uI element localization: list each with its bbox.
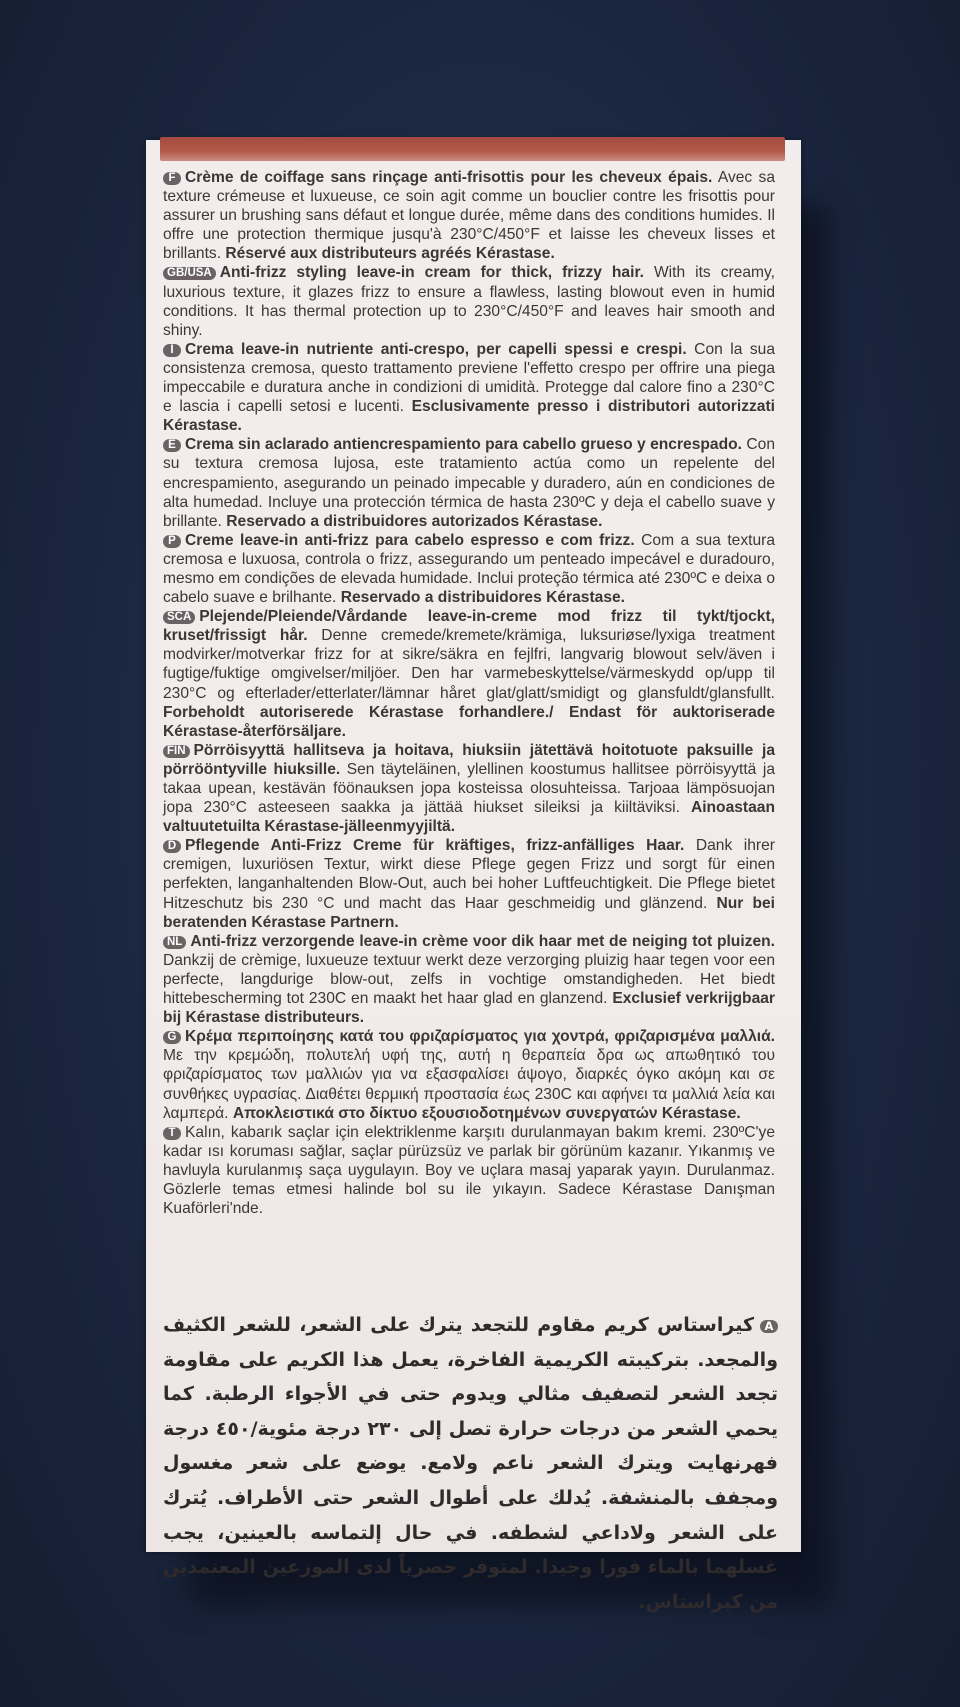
paragraph-it	[163, 340, 775, 435]
paragraph-title: Pörröisyyttä hallitseva ja hoitava, hiuksiin jätettävä hoitotuote paksuille ja pörrööntyville hiuksille.	[163, 741, 775, 778]
lang-badge: SCA	[163, 611, 195, 624]
lang-badge: E	[163, 439, 181, 452]
paragraph-tr	[163, 1123, 775, 1218]
lang-badge: FIN	[163, 745, 190, 758]
lang-badge: F	[163, 172, 181, 185]
paragraph-sca	[163, 607, 775, 741]
paragraph-note: Esclusivamente presso i distributori autorizzati Kérastase.	[163, 398, 775, 435]
paragraph-body: With its creamy, luxurious texture, it glazes frizz to ensure a flawless, lasting blowout even in humid conditions. It has thermal protection up to 230°C/450°F and leaves hair smooth and shiny.	[163, 264, 775, 339]
paragraph-note: Forbeholdt autoriserede Kérastase forhandlere./ Endast för auktoriserade Kérastase-återförsäljare.	[163, 703, 775, 740]
box-lid-edge	[160, 137, 785, 161]
paragraph-es	[163, 435, 775, 530]
paragraph-title: Anti-frizz verzorgende leave-in crème voor dik haar met de neiging tot pluizen.	[190, 932, 775, 950]
paragraph-title: Crema sin aclarado antiencrespamiento para cabello grueso y encrespado.	[185, 436, 742, 454]
paragraph-body: Dank ihrer cremigen, luxuriösen Textur, wirkt diese Pflege gegen Frizz und sorgt für einen perfekten, langanhaltenden Blow-Out, auch bei hoher Luftfeuchtigkeit. Die Pflege bietet Hitzeschutz bis 230 °C und macht das Haar geschmeidig und glänzend.	[163, 837, 775, 912]
paragraph-note: Réservé aux distributeurs agréés Kérastase.	[225, 245, 555, 263]
paragraph-ar	[163, 1308, 778, 1619]
paragraph-nl	[163, 932, 775, 1027]
lang-badge: P	[163, 535, 181, 548]
paragraph-note: Nur bei beratenden Kérastase Partnern.	[163, 894, 776, 931]
paragraph-title: Crema leave-in nutriente anti-crespo, per capelli spessi e crespi.	[185, 340, 687, 358]
paragraph-fin	[163, 741, 775, 836]
lang-badge: A	[760, 1320, 778, 1333]
paragraph-pt	[163, 531, 775, 607]
paragraph-title: Creme leave-in anti-frizz para cabelo espresso e com frizz.	[185, 531, 635, 549]
paragraph-title: Crème de coiffage sans rinçage anti-frisottis pour les cheveux épais.	[185, 169, 713, 186]
paragraph-title: Anti-frizz styling leave-in cream for thick, frizzy hair.	[219, 264, 644, 282]
paragraph-body: كيراستاس كريم مقاوم للتجعد يترك على الشعر، للشعر الكثيف والمجعد. بتركيبته الكريمية الفاخرة، يعمل هذا الكريم على مقاومة تجعد الشعر لتصفيف مثالي ويدوم حتى في الأجواء الرطبة. كما يحمي الشعر من درجات حرارة تصل إلى ٢٣٠ درجة مئوية/٤٥٠ درجة فهرنهايت ويترك الشعر ناعم ولامع. يوضع على شعر مغسول ومجفف بالمنشفة. يُدلك على أطوال الشعر حتى الأطراف. يُترك على الشعر ولاداعي لشطفه. في حال إلتماسه بالعينين، يجب غسلهما بالماء فورا وجيدا. لمتوفر حصرياً لدى الموزعين المعتمدين من كيراستاس.	[163, 1314, 778, 1613]
paragraph-body: Con su textura cremosa lujosa, este tratamiento actúa como un repelente del encrespamiento, asegurando un peinado impecable y duradero, aún en condiciones de alta humedad. Incluye una protección térmica de hasta 230ºC y deja el cabello suave y brillante.	[163, 436, 775, 530]
paragraph-body: Με την κρεμώδη, πολυτελή υφή της, αυτή η θεραπεία δρα ως απωθητικό του φριζαρίσματος των μαλλιών για να εξασφαλίσει άψογο, διαρκές όγκο ακόμη και σε συνθήκες υγρασίας. Διαθέτει θερμική προστασία έως 230C και αφήνει τα μαλλιά λεία και λαμπερά.	[163, 1047, 775, 1122]
paragraph-body: Avec sa texture crémeuse et luxueuse, ce soin agit comme un bouclier contre les frisottis pour assurer un brushing sans défaut et longue durée, même dans des conditions humides. Il offre une protection thermique jusqu'à 230°C/450°F et laisse les cheveux lisses et brillants.	[163, 169, 775, 263]
paragraph-note: Exclusief verkrijgbaar bij Kérastase distributeurs.	[163, 990, 776, 1027]
paragraph-note: Reservado a distribuidores Kérastase.	[340, 589, 625, 607]
paragraph-body: Dankzij de crèmige, luxueuze textuur werkt deze verzorging pluizig haar tegen voor een perfecte, langdurige blow-out, zelfs in vochtige omstandigheden. Het biedt hittebescherming tot 230C en maakt het haar glad en glanzend.	[163, 951, 775, 1008]
paragraph-body: Kalın, kabarık saçlar için elektriklenme karşıtı durulanmayan bakım kremi. 230ºC'ye kadar ısı koruması sağlar, saçlar pürüzsüz ve parlak bir görünüm kazanır. Yıkanmış ve havluyla kurulanmış saça uygulayın. Boy ve uçlara masaj yaparak yayın. Durulanmaz. Gözlerle temas etmesi halinde bol su ile yıkayın. Sadece Kérastase Danışman Kuaförleri'nde.	[163, 1123, 775, 1218]
paragraph-body: Com a sua textura cremosa e luxuosa, controla o frizz, assegurando um penteado impecável e duradouro, mesmo em condições de elevada humidade. Inclui proteção térmica até 230ºC e deixa o cabelo suave e brilhante.	[163, 531, 775, 607]
lang-badge: D	[163, 840, 181, 853]
paragraph-note: Ainoastaan valtuutetuilta Kérastase-jälleenmyyjiltä.	[163, 799, 775, 836]
paragraph-title: Plejende/Pleiende/Vårdande leave-in-creme mod frizz til tykt/tjockt, kruset/frissigt hår.	[163, 608, 775, 645]
paragraph-title: Pflegende Anti-Frizz Creme für kräftiges, frizz-anfälliges Haar.	[185, 837, 685, 855]
paragraph-body: Con la sua consistenza cremosa, questo trattamento previene l'effetto crespo per offrire una piega impeccabile e duratura anche in condizioni di umidità. Protegge dal calore fino a 230°C e lascia i capelli setosi e lucenti.	[163, 340, 775, 416]
paragraph-title: Κρέμα περιποίησης κατά του φριζαρίσματος για χοντρά, φριζαρισμένα μαλλιά.	[185, 1028, 775, 1046]
paragraph-de	[163, 836, 775, 931]
paragraph-note: Reservado a distribuidores autorizados Kérastase.	[226, 512, 603, 530]
paragraph-en	[163, 263, 775, 339]
paragraph-note: Αποκλειστικά στο δίκτυο εξουσιοδοτημένων συνεργατών Kérastase.	[232, 1104, 741, 1122]
paragraph-body: Denne cremede/kremete/krämiga, luksuriøse/lyxiga treatment modvirker/motverkar frizz for at sikre/säkra en fejlfri, langvarig blowout selv/även i fugtige/fuktige omgivelser/miljöer. Den har varmebeskyttelse/värmeskydd op/upp til 230°C og efterlader/etterlater/lämnar håret glat/glatt/smidigt og glansfuldt/glansfullt.	[163, 627, 775, 702]
lang-badge: NL	[163, 936, 186, 949]
lang-badge: GB/USA	[163, 267, 216, 280]
paragraph-fr	[163, 168, 775, 263]
multilingual-description	[163, 168, 775, 1218]
lang-badge: T	[163, 1127, 181, 1140]
paragraph-gr	[163, 1027, 775, 1122]
lang-badge: G	[163, 1031, 181, 1044]
paragraph-body: Sen täyteläinen, ylellinen koostumus hallitsee pörröisyyttä ja takaa upean, kestävän föönauksen jopa kosteissa olosuhteissa. Tarjoaa lämpösuojan jopa 230°C asteeseen saakka ja jättää hiukset sileiksi ja kiiltäviksi.	[163, 760, 775, 817]
lang-badge: I	[163, 344, 181, 357]
